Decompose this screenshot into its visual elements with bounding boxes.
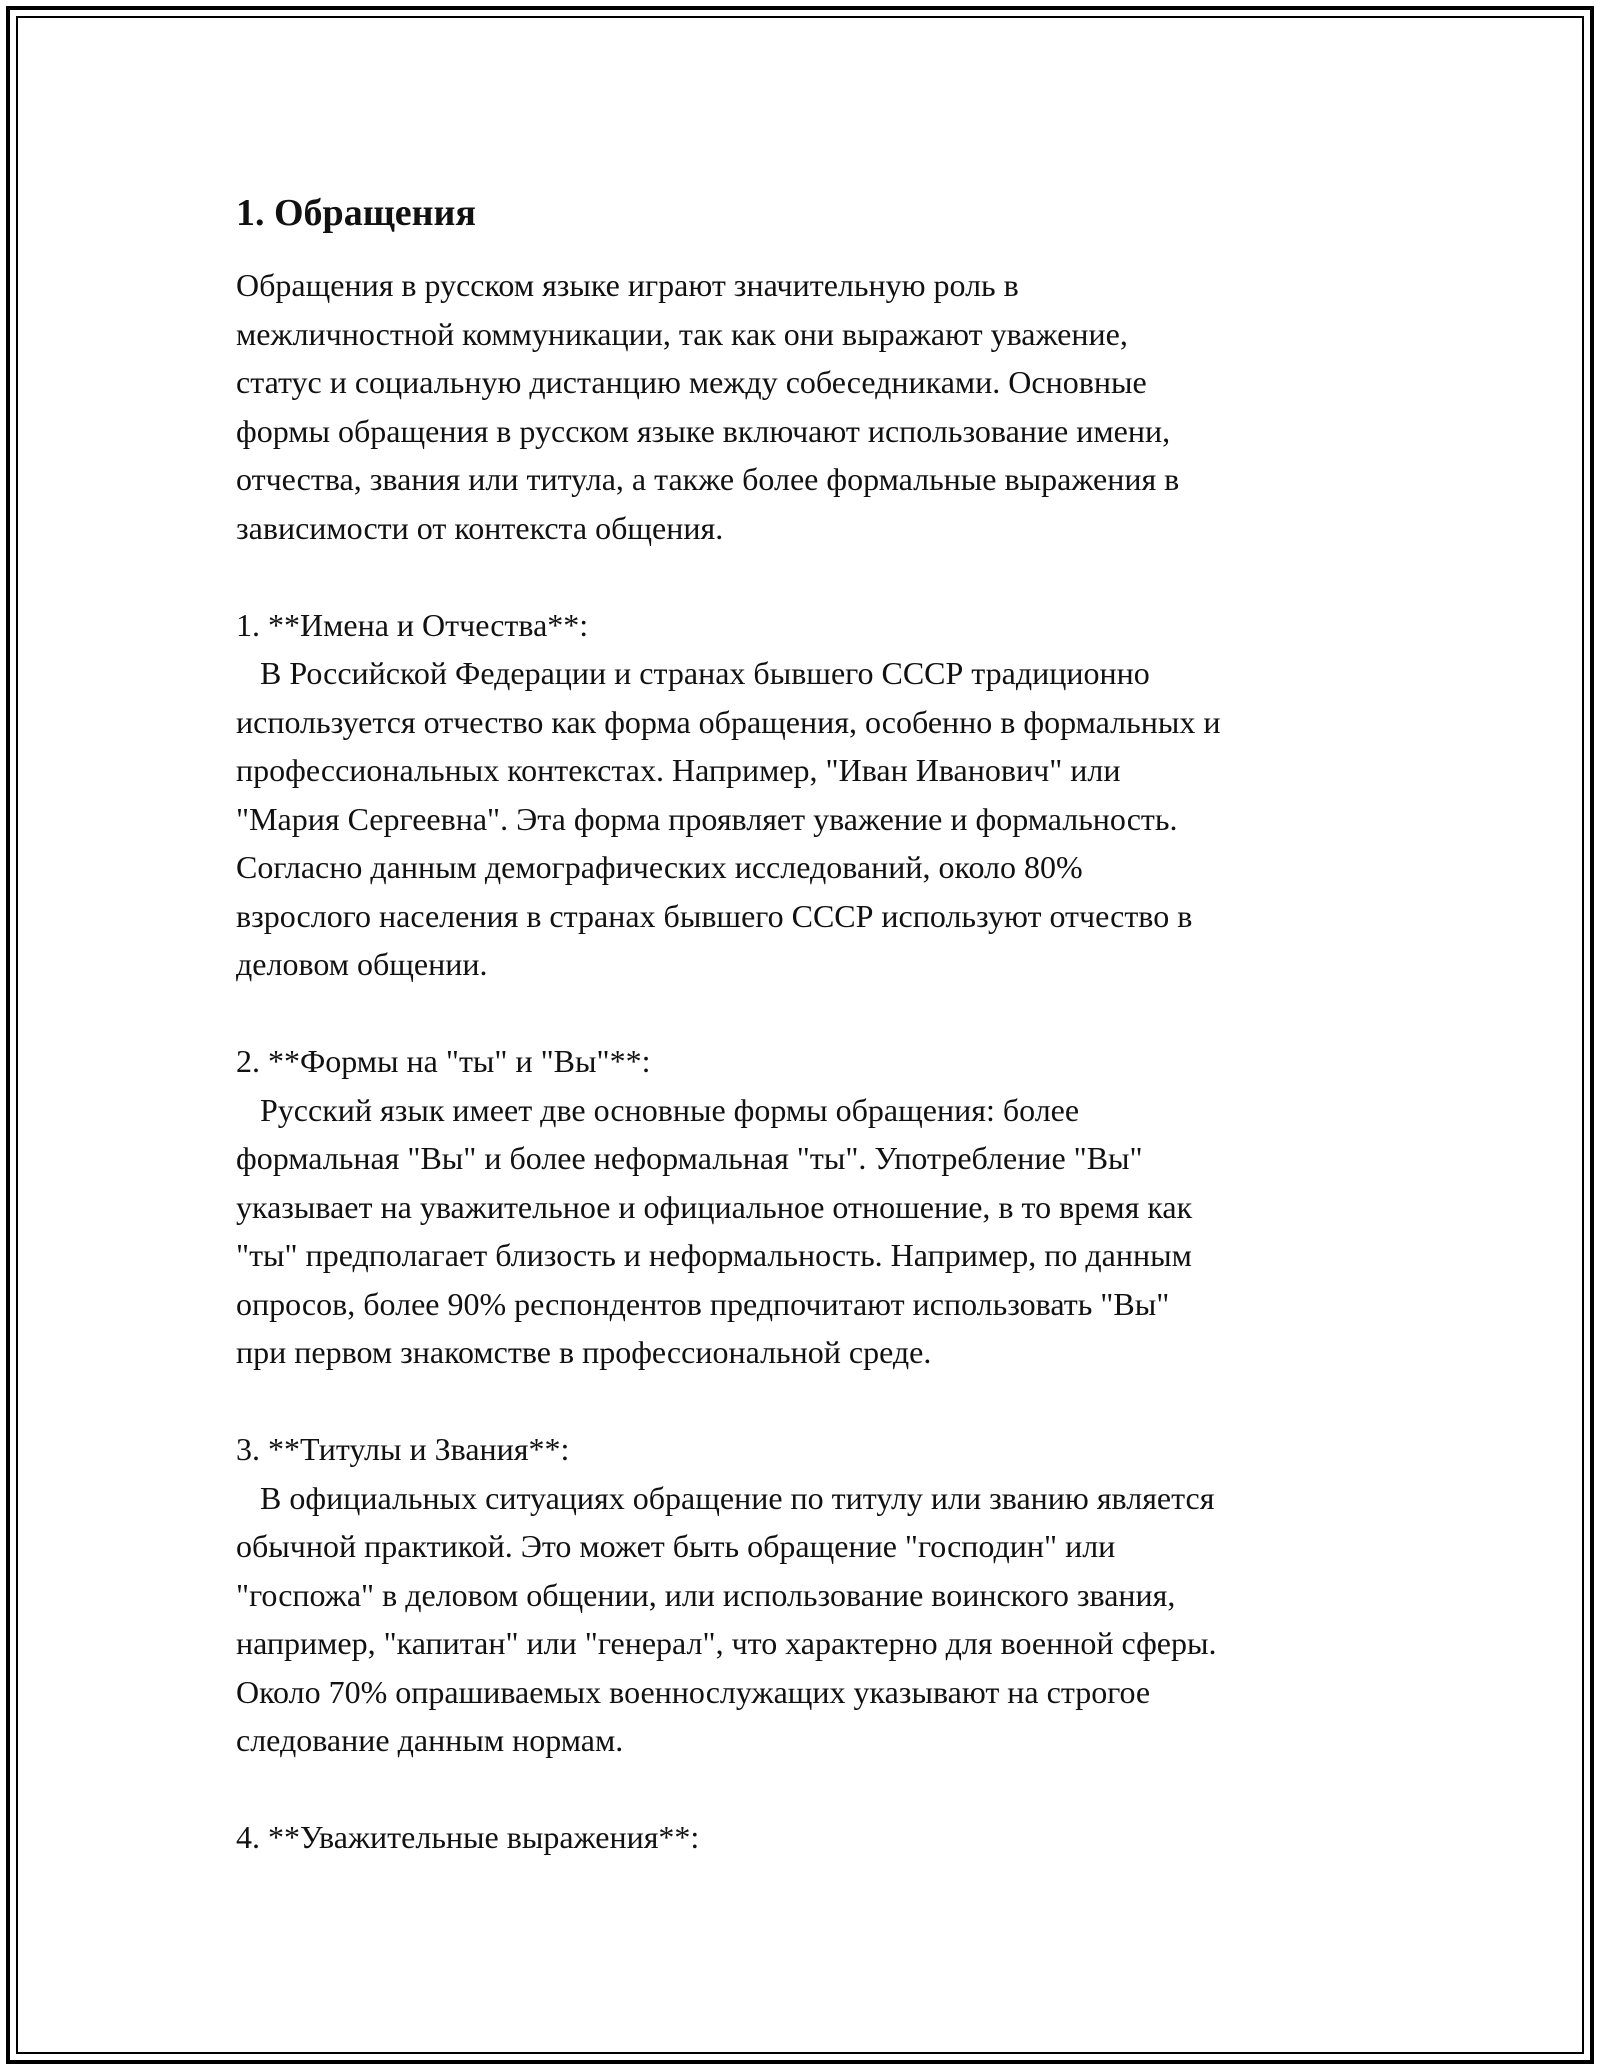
list-item-title: 1. **Имена и Отчества**: xyxy=(236,606,589,643)
list-item-title: 3. **Титулы и Звания**: xyxy=(236,1431,570,1467)
paragraph-gap xyxy=(236,552,1376,601)
intro-paragraph: Обращения в русском языке играют значительную роль в межличностной коммуникации, так как они выражают уважение, статус и социальную дистанцию между собеседниками. Основные формы обращения в русском языке включают использование имени, отчества, звания или титула, а также более формальные выражения в зависимости от контекста общения. xyxy=(236,267,1180,546)
paragraph-gap xyxy=(236,1765,1376,1814)
paragraph-gap xyxy=(236,1377,1376,1426)
section-heading: 1. Обращения xyxy=(236,192,476,234)
document-body xyxy=(236,185,1376,1862)
list-item-body: Русский язык имеет две основные формы обращения: более формальная "Вы" и более неформальная "ты". Употребление "Вы" указывает на уважительное и официальное отношение, в то время как "ты" предполагает близость и неформальность. Например, по данным опросов, более 90% респондентов предпочитают использовать "Вы" при первом знакомстве в профессиональной среде. xyxy=(236,1091,1193,1370)
list-item-body: В Российской Федерации и странах бывшего СССР традиционно используется отчество как форма обращения, особенно в формальных и профессиональных контекстах. Например, "Иван Иванович" или "Мария Сергеевна". Эта форма проявляет уважение и формальность. Согласно данным демографических исследований, около 80% взрослого населения в странах бывшего СССР используют отчество в деловом общении. xyxy=(236,655,1221,982)
list-item-title: 4. **Уважительные выражения**: xyxy=(236,1819,700,1855)
list-item-title: 2. **Формы на "ты" и "Вы"**: xyxy=(236,1043,651,1079)
paragraph-gap xyxy=(236,989,1376,1038)
list-item-body: В официальных ситуациях обращение по титулу или званию является обычной практикой. Это может быть обращение "господин" или "госпожа" в деловом общении, или использование воинского звания, например, "капитан" или "генерал", что характерно для военной сферы. Около 70% опрашиваемых военнослужащих указывают на строгое следование данным нормам. xyxy=(236,1479,1217,1758)
